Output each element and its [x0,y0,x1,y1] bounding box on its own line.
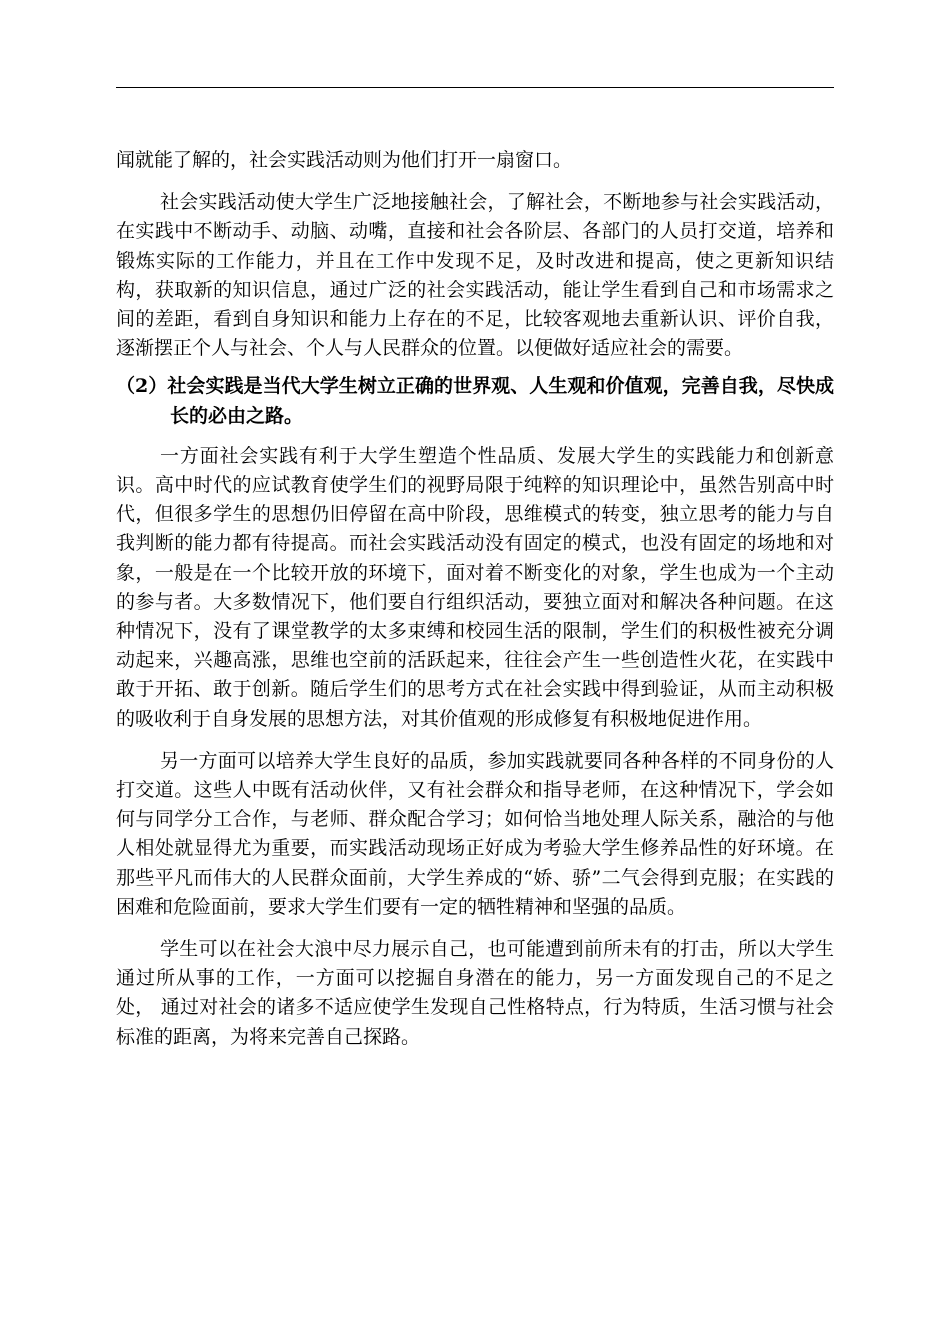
paragraph-good-character: 另一方面可以培养大学生良好的品质，参加实践就要同各种各样的不同身份的人打交道。这些人中既有活动伙伴，又有社会群众和指导老师，在这种情况下，学会如何与同学分工合作，与老师、群众配合学习；如何恰当地处理人际关系，融洽的与他人相处就显得尤为重要，而实践活动现场正好成为考验大学生修养品性的好环境。在那些平凡而伟大的人民群众面前，大学生养成的“娇、骄”二气会得到克服；在实践的困难和危险面前，要求大学生们要有一定的牺牲精神和坚强的品质。 [116,749,834,918]
paragraph-social-contact: 社会实践活动使大学生广泛地接触社会，了解社会，不断地参与社会实践活动，在实践中不断动手、动脑、动嘴，直接和社会各阶层、各部门的人员打交道，培养和锻炼实际的工作能力，并且在工作中发现不足，及时改进和提高，使之更新知识结构，获取新的知识信息，通过广泛的社会实践活动，能让学生看到自己和市场需求之间的差距，看到自身知识和能力上存在的不足，比较客观地去重新认识、评价自我，逐渐摆正个人与社会、个人与人民群众的位置。以便做好适应社会的需要。 [116,191,834,360]
paragraph-personal-quality: 一方面社会实践有利于大学生塑造个性品质、发展大学生的实践能力和创新意识。高中时代的应试教育使学生们的视野局限于纯粹的知识理论中，虽然告别高中时代，但很多学生的思想仍旧停留在高中阶段，思维模式的转变，独立思考的能力与自我判断的能力都有待提高。而社会实践活动没有固定的模式，也没有固定的场地和对象，一般是在一个比较开放的环境下，面对着不断变化的对象，学生也成为一个主动的参与者。大多数情况下，他们要自行组织活动，要独立面对和解决各种问题。在这种情况下，没有了课堂教学的太多束缚和校园生活的限制，学生们的积极性被充分调动起来，兴趣高涨，思维也空前的活跃起来，往往会产生一些创造性火花，在实践中敢于开拓、敢于创新。随后学生们的思考方式在社会实践中得到验证，从而主动积极的吸收利于自身发展的思想方法，对其价值观的形成修复有积极地促进作用。 [116,444,834,730]
continuation-paragraph: 闻就能了解的，社会实践活动则为他们打开一扇窗口。 [116,149,573,171]
section-heading-2: （2）社会实践是当代大学生树立正确的世界观、人生观和价值观，完善自我，尽快成长的必由之路。 [116,375,834,427]
header-rule [116,87,834,88]
paragraph-self-discovery: 学生可以在社会大浪中尽力展示自己，也可能遭到前所未有的打击，所以大学生通过所从事的工作，一方面可以挖掘自身潜在的能力，另一方面发现自己的不足之处， 通过对社会的诸多不适应使学生发现自己性格特点，行为特质，生活习惯与社会标准的距离，为将来完善自己探路。 [116,938,834,1048]
body-text [116,146,834,1052]
